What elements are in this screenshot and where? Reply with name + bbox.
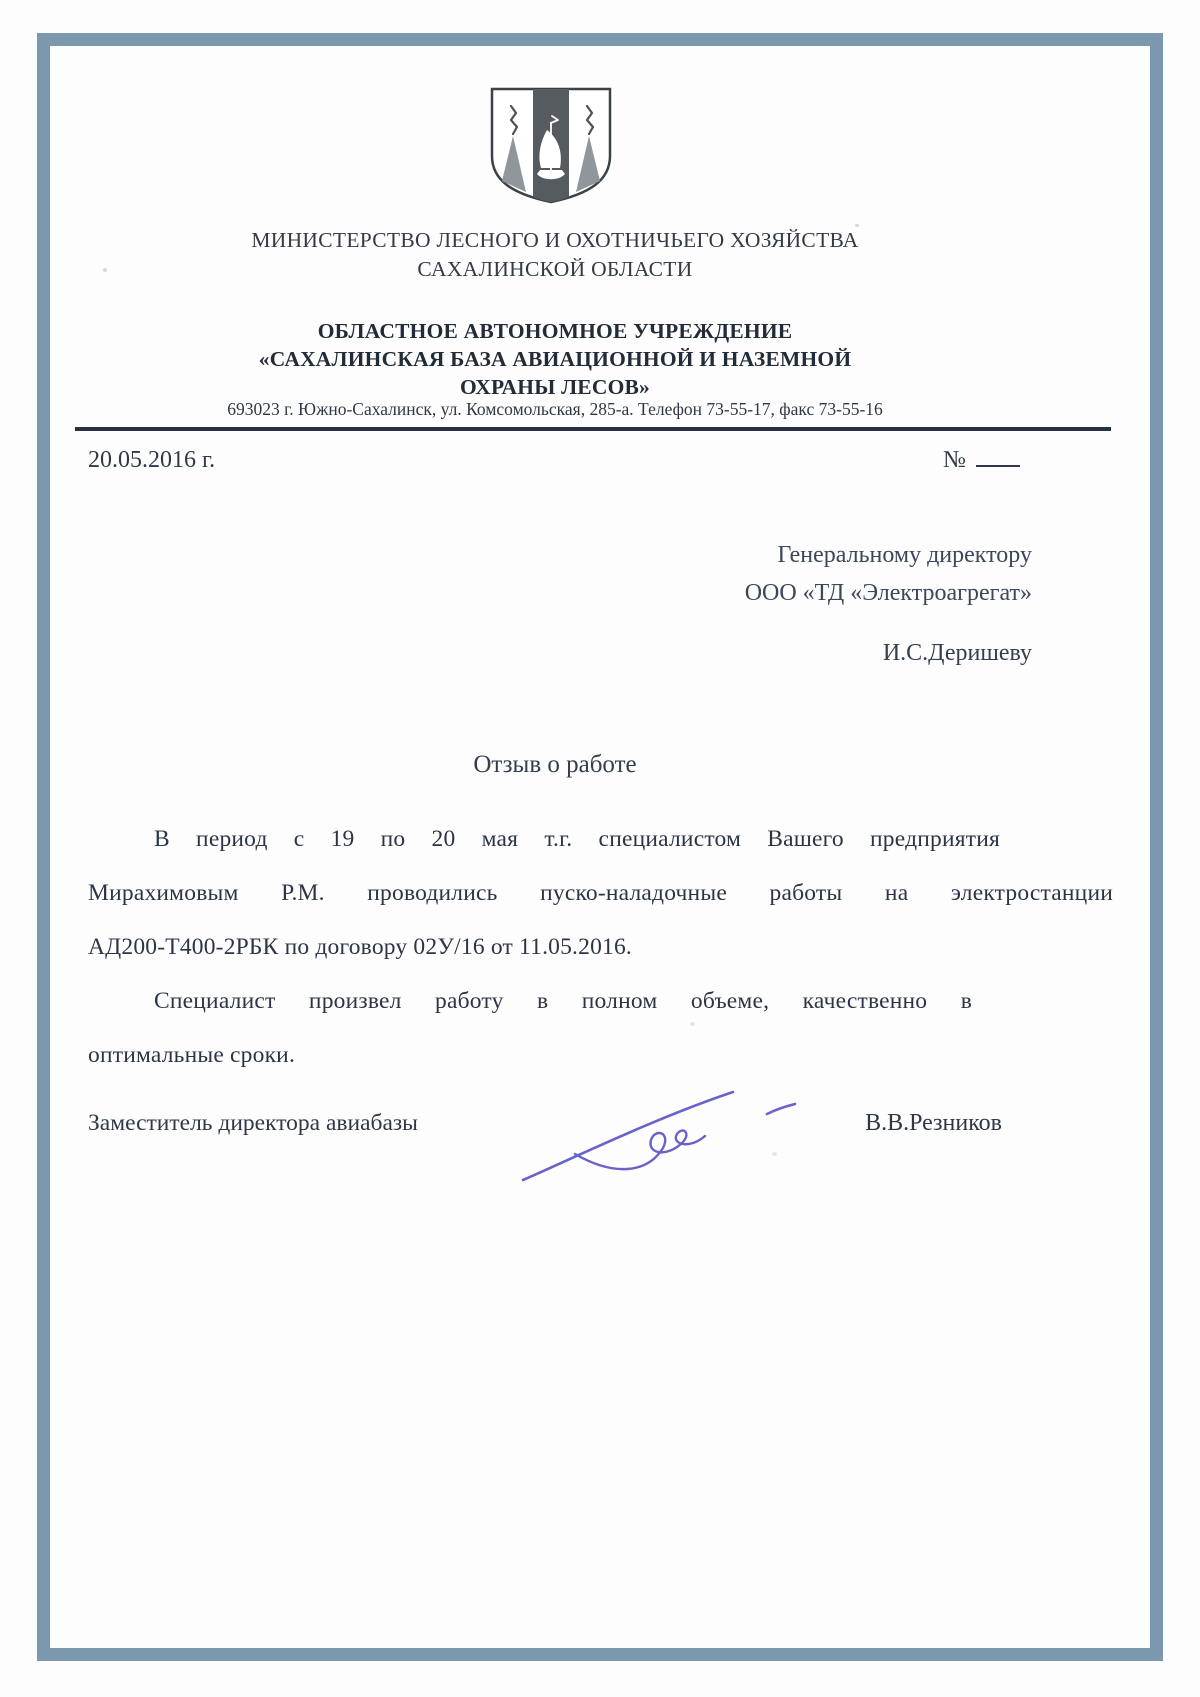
header-divider [75, 427, 1111, 431]
recipient-name: И.С.Деришеву [882, 640, 1032, 666]
signer-position: Заместитель директора авиабазы [88, 1110, 418, 1136]
letter-date: 20.05.2016 г. [88, 447, 216, 473]
scan-speck [103, 268, 107, 272]
signer-name: В.В.Резников [865, 1110, 1002, 1136]
coat-of-arms-icon [489, 86, 613, 206]
body-line: оптимальные сроки. [88, 1042, 296, 1068]
ministry-line-2: САХАЛИНСКОЙ ОБЛАСТИ [417, 257, 693, 281]
organization-header [85, 317, 1025, 401]
scan-speck [690, 1022, 695, 1026]
address-line: 693023 г. Южно-Сахалинск, ул. Комсомольская, 285-а. Телефон 73-55-17, факс 73-55-16 [227, 399, 883, 419]
recipient-block [500, 536, 1032, 612]
body-line: Специалист произвел работу в полном объеме, качественно в [154, 988, 972, 1014]
recipient-line-2: ООО «ТД «Электроагрегат» [744, 580, 1032, 606]
scan-speck [855, 224, 859, 227]
body-line: Мирахимовым Р.М. проводились пуско-наладочные работы на электростанции [88, 880, 1113, 906]
org-line-1: ОБЛАСТНОЕ АВТОНОМНОЕ УЧРЕЖДЕНИЕ [317, 319, 793, 343]
scan-speck [772, 1152, 777, 1156]
number-blank-line [976, 465, 1020, 467]
ministry-line-1: МИНИСТЕРСТВО ЛЕСНОГО И ОХОТНИЧЬЕГО ХОЗЯЙСТВА [251, 228, 859, 252]
letter-number [943, 447, 1020, 474]
body-line: В период с 19 по 20 мая т.г. специалистом Вашего предприятия [154, 826, 1000, 852]
ministry-header [85, 226, 1025, 284]
org-line-2: «САХАЛИНСКАЯ БАЗА АВИАЦИОННОЙ И НАЗЕМНОЙ [258, 347, 852, 371]
recipient-line-1: Генеральному директору [777, 542, 1032, 568]
number-label: № [943, 447, 966, 473]
org-line-3: ОХРАНЫ ЛЕСОВ» [460, 375, 650, 399]
body-line: АД200-Т400-2РБК по договору 02У/16 от 11.05.2016. [88, 934, 633, 960]
document-title: Отзыв о работе [473, 751, 637, 778]
